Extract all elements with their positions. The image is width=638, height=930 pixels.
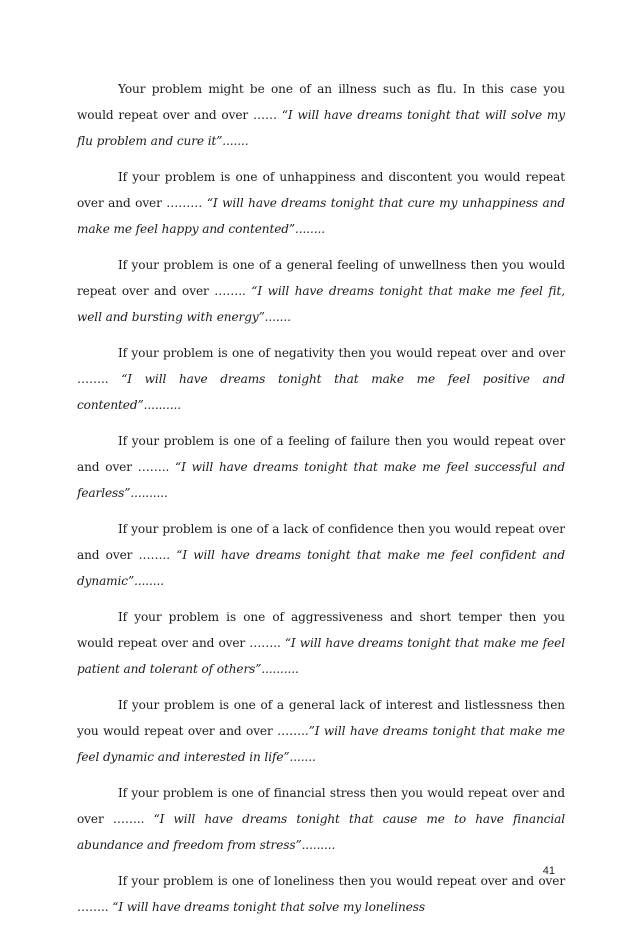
paragraph-failure bbox=[77, 428, 565, 506]
paragraph-financial-stress bbox=[77, 780, 565, 858]
affirmation-quote: “I will have dreams tonight that make me feel patient and tolerant of others”.......... bbox=[77, 636, 565, 676]
page-number: 41 bbox=[542, 865, 555, 877]
affirmation-quote: “I will have dreams tonight that make me feel positive and contented”.......... bbox=[77, 372, 565, 412]
paragraph-text: If your problem is one of a general lack of interest and listlessness then you would repeat over and over …….. bbox=[77, 698, 565, 738]
paragraph-text: If your problem is one of a lack of confidence then you would repeat over and over …….. bbox=[77, 522, 565, 562]
paragraph-text: Your problem might be one of an illness such as flu. In this case you would repeat over and over …… bbox=[77, 82, 565, 122]
paragraph-confidence bbox=[77, 516, 565, 594]
paragraph-loneliness bbox=[77, 868, 565, 920]
affirmation-quote: “I will have dreams tonight that make me feel confident and dynamic”........ bbox=[77, 548, 565, 588]
affirmation-quote: ”I will have dreams tonight that make me feel dynamic and interested in life”....... bbox=[77, 724, 565, 764]
paragraph-text: If your problem is one of unhappiness and discontent you would repeat over and over ……… bbox=[77, 170, 565, 210]
affirmation-quote: “I will have dreams tonight that will solve my flu problem and cure it”....... bbox=[77, 108, 565, 148]
paragraph-flu bbox=[77, 76, 565, 154]
paragraph-listlessness bbox=[77, 692, 565, 770]
affirmation-quote: “I will have dreams tonight that solve my loneliness bbox=[112, 900, 425, 914]
paragraph-text: If your problem is one of a feeling of failure then you would repeat over and over …….. bbox=[77, 434, 565, 474]
paragraph-negativity bbox=[77, 340, 565, 418]
paragraph-text: If your problem is one of loneliness then you would repeat over and over …….. bbox=[77, 874, 565, 914]
paragraph-text: If your problem is one of a general feeling of unwellness then you would repeat over and over …….. bbox=[77, 258, 565, 298]
paragraph-aggressiveness bbox=[77, 604, 565, 682]
affirmation-quote: “I will have dreams tonight that make me feel fit, well and bursting with energy”....... bbox=[77, 284, 566, 324]
affirmation-quote: “I will have dreams tonight that cause me to have financial abundance and freedom from stress”......... bbox=[77, 812, 565, 852]
paragraph-text: If your problem is one of negativity then you would repeat over and over …….. bbox=[77, 346, 565, 386]
paragraph-unhappiness bbox=[77, 164, 565, 242]
paragraph-text: If your problem is one of financial stress then you would repeat over and over …….. bbox=[77, 786, 565, 826]
affirmation-quote: “I will have dreams tonight that cure my unhappiness and make me feel happy and contented”........ bbox=[77, 196, 566, 236]
body-text bbox=[77, 76, 565, 930]
paragraph-text: If your problem is one of aggressiveness and short temper then you would repeat over and over …….. bbox=[77, 610, 565, 650]
paragraph-unwellness bbox=[77, 252, 565, 330]
affirmation-quote: “I will have dreams tonight that make me feel successful and fearless”.......... bbox=[77, 460, 566, 500]
